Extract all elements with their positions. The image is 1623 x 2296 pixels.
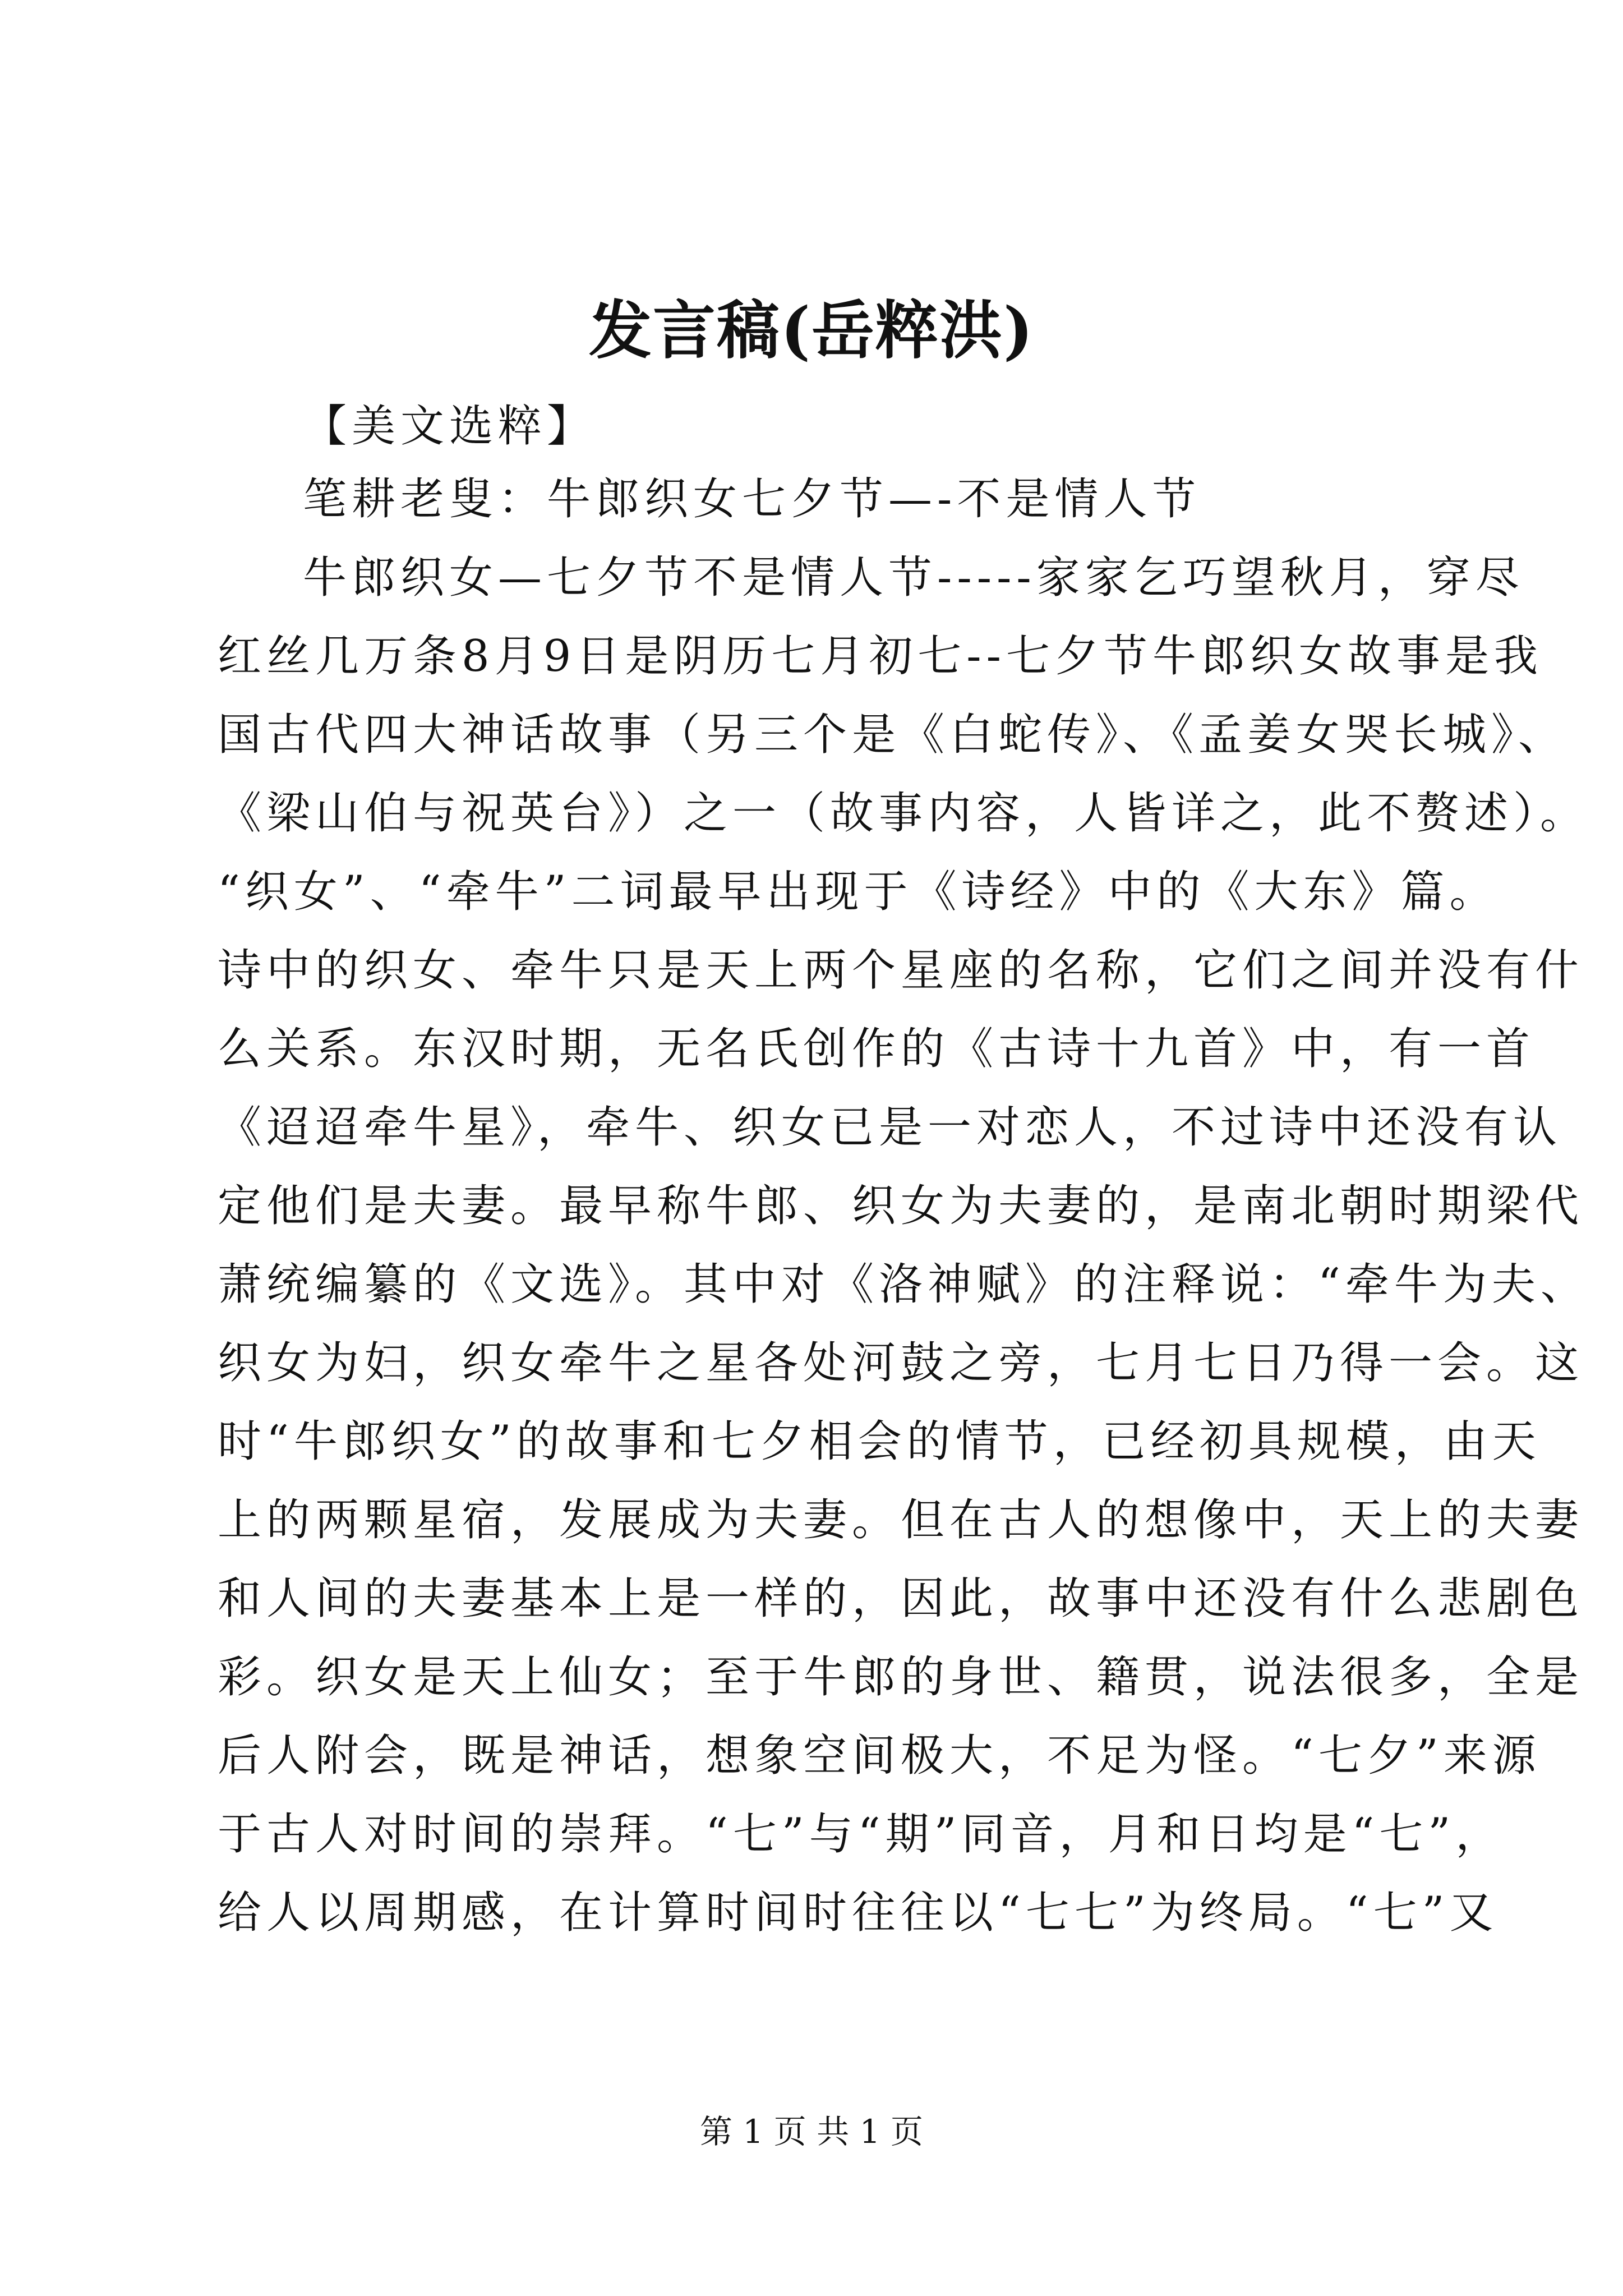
body-line: 时“牛郎织女”的故事和七夕相会的情节，已经初具规模，由天 [218,1416,1541,1467]
document-title: 发言稿(岳粹洪) [589,294,1034,367]
body-line: 国古代四大神话故事（另三个是《白蛇传》、《孟姜女哭长城》、 [218,710,1567,760]
body-line: 后人附会，既是神话，想象空间极大，不足为怪。“七夕”来源 [218,1731,1541,1781]
body-line: 于古人对时间的崇拜。“七”与“期”同音，月和日均是“七”， [218,1809,1505,1860]
body-line: 和人间的夫妻基本上是一样的，因此，故事中还没有什么悲剧色 [218,1573,1584,1624]
body-line: 彩。织女是天上仙女；至于牛郎的身世、籍贯，说法很多，全是 [218,1652,1584,1703]
body-line: 定他们是夫妻。最早称牛郎、织女为夫妻的，是南北朝时期梁代 [218,1181,1584,1231]
article-subtitle: 笔耕老叟：牛郎织女七夕节—-不是情人节 [303,474,1201,524]
body-line: “织女”、“牵牛”二词最早出现于《诗经》中的《大东》篇。 [218,867,1498,917]
body-line: 牛郎织女—七夕节不是情人节-----家家乞巧望秋月，穿尽 [303,553,1524,603]
body-line: 萧统编纂的《文选》。其中对《洛神赋》的注释说：“牵牛为夫、 [218,1259,1589,1310]
body-line: 诗中的织女、牵牛只是天上两个星座的名称，它们之间并没有什 [218,945,1584,996]
section-heading: 【美文选粹】 [303,401,596,452]
body-line: 给人以周期感，在计算时间时往往以“七七”为终局。“七”又 [218,1888,1498,1938]
body-line: 么关系。东汉时期，无名氏创作的《古诗十九首》中，有一首 [218,1024,1536,1074]
page-number-footer: 第 1 页 共 1 页 [700,2113,923,2151]
body-line: 《迢迢牵牛星》，牵牛、织女已是一对恋人，不过诗中还没有认 [218,1102,1562,1153]
body-line: 红丝几万条8月9日是阴历七月初七--七夕节牛郎织女故事是我 [218,631,1543,682]
body-line: 上的两颗星宿，发展成为夫妻。但在古人的想像中，天上的夫妻 [218,1495,1584,1545]
body-line: 织女为妇，织女牵牛之星各处河鼓之旁，七月七日乃得一会。这 [218,1338,1584,1388]
body-line: 《梁山伯与祝英台》）之一（故事内容，人皆详之，此不赘述）。 [218,788,1589,839]
